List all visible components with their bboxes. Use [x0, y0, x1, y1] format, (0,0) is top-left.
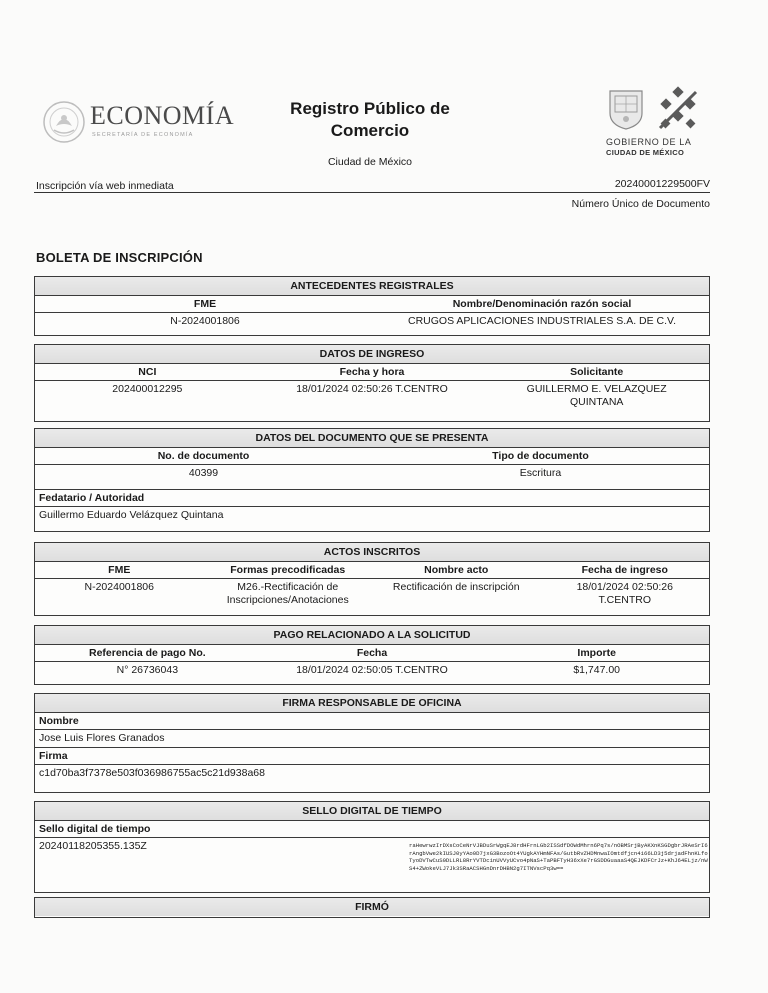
- actos-section: [34, 542, 710, 616]
- city-label: Ciudad de México: [327, 156, 413, 168]
- col-no-documento: No. de documento: [157, 450, 250, 462]
- fecha-ingreso-value: [541, 581, 710, 607]
- sello-digital-string: raHewrwzIrDXsCoCeNrVJBDuSrWgqEJ8rdHFrnLGb2ISSdfDOWdMhrn6Pq7s/nOBMSrjByAKXnKSGDgbrJRAeSrI6rAngbVwe2kIUSJ0yYAo0D7jxG3BozoOt4YUgkAYHmNFAs/GutbRvZHDMnwaIOmtdfjcn4i66LD3j5drjadFhnKLfoTyoDVTwCuS0DLLRL8RrYVTDcinUVVyUCvo4pNaS+TaPBFTyH36xXe7rGSDDGuaaaS4QEJKDFCrJz+KhJ64ELjz/nWS4+ZWokeVLJ7Jk3SRaACSHGnDnrDHBN2g7ITNVscPq3w==: [409, 842, 708, 872]
- value-row: [35, 662, 709, 677]
- nci-value: 202400012295: [112, 383, 183, 395]
- document-number: 20240001229500FV: [614, 178, 710, 190]
- gobierno-label: GOBIERNO DE LA: [606, 137, 692, 147]
- firmo-section: [34, 897, 710, 918]
- nombre-value: Jose Luis Flores Granados: [35, 730, 709, 748]
- sello-section: [34, 801, 710, 893]
- col-fme: FME: [108, 564, 131, 576]
- referencia-value: N° 26736043: [116, 664, 179, 676]
- document-title: [270, 98, 470, 142]
- section-title: ANTECEDENTES REGISTRALES: [35, 277, 709, 296]
- header-row: [35, 645, 709, 662]
- fecha-line-1: 18/01/2024 02:50:26: [576, 581, 673, 593]
- col-fecha: Fecha: [356, 647, 388, 659]
- solicitante-line-1: GUILLERMO E. VELAZQUEZ: [526, 383, 667, 395]
- section-title: DATOS DE INGRESO: [35, 345, 709, 364]
- header-row: [35, 296, 709, 313]
- fme-value: N-2024001806: [84, 581, 154, 593]
- cdmx-shield-icon: [606, 87, 646, 131]
- solicitante-value: [484, 383, 709, 409]
- cdmx-logo-icon: [654, 86, 702, 134]
- document-number-label: Número Único de Documento: [571, 198, 710, 210]
- value-row: [35, 313, 709, 328]
- col-nombre: Nombre/Denominación razón social: [452, 298, 632, 310]
- col-solicitante: Solicitante: [570, 366, 624, 378]
- section-title: DATOS DEL DOCUMENTO QUE SE PRESENTA: [35, 429, 709, 448]
- ingreso-section: [34, 344, 710, 422]
- header-row: [35, 448, 709, 465]
- header-row: [35, 364, 709, 381]
- col-fme: FME: [193, 298, 217, 310]
- section-title: PAGO RELACIONADO A LA SOLICITUD: [35, 626, 709, 645]
- section-title: FIRMÓ: [35, 898, 709, 916]
- title-line-1: Registro Público de: [290, 99, 450, 118]
- firma-value: c1d70ba3f7378e503f036986755ac5c21d938a68: [39, 767, 265, 779]
- col-importe: Importe: [577, 647, 616, 659]
- table-row: [35, 579, 709, 607]
- economia-logo-text: ECONOMÍA: [90, 101, 235, 130]
- col-referencia: Referencia de pago No.: [88, 647, 206, 659]
- inscription-method: Inscripción vía web inmediata: [36, 180, 174, 192]
- firma-label: Firma: [35, 748, 709, 765]
- importe-value: $1,747.00: [573, 664, 621, 676]
- col-formas: Formas precodificadas: [230, 564, 346, 576]
- header-divider: [34, 192, 710, 193]
- solicitante-line-2: QUINTANA: [569, 396, 624, 408]
- formas-value: [204, 581, 373, 607]
- fecha-value: 18/01/2024 02:50:26 T.CENTRO: [296, 383, 448, 395]
- value-row: [35, 381, 709, 409]
- documento-section: [34, 428, 710, 532]
- col-fecha-ingreso: Fecha de ingreso: [581, 564, 668, 576]
- no-documento-value: 40399: [188, 467, 219, 479]
- col-tipo-documento: Tipo de documento: [492, 450, 589, 462]
- header-row: [35, 562, 709, 579]
- nombre-acto-value: Rectificación de inscripción: [392, 581, 520, 593]
- formas-line-1: M26.-Rectificación de: [237, 581, 339, 593]
- title-line-2: Comercio: [330, 121, 410, 140]
- fedatario-label: Fedatario / Autoridad: [35, 490, 709, 507]
- fedatario-value: Guillermo Eduardo Velázquez Quintana: [39, 509, 224, 521]
- section-title: FIRMA RESPONSABLE DE OFICINA: [35, 694, 709, 713]
- firma-responsable-section: [34, 693, 710, 793]
- sello-body: [35, 838, 709, 894]
- fme-value: N-2024001806: [170, 315, 240, 327]
- sello-value: 20240118205355.135Z: [39, 840, 147, 852]
- cdmx-label: CIUDAD DE MÉXICO: [606, 148, 685, 157]
- section-title: ACTOS INSCRITOS: [35, 543, 709, 562]
- fecha-line-2: T.CENTRO: [598, 594, 651, 606]
- col-nci: NCI: [138, 366, 157, 378]
- sello-label: Sello digital de tiempo: [35, 821, 709, 838]
- col-fecha: Fecha y hora: [339, 366, 405, 378]
- section-title: SELLO DIGITAL DE TIEMPO: [35, 802, 709, 821]
- formas-line-2: Inscripciones/Anotaciones: [226, 594, 349, 606]
- boleta-title: BOLETA DE INSCRIPCIÓN: [36, 250, 203, 265]
- value-row: [35, 465, 709, 490]
- mexico-coat-of-arms-icon: [42, 100, 86, 144]
- pago-section: [34, 625, 710, 685]
- fecha-value: 18/01/2024 02:50:05 T.CENTRO: [296, 664, 448, 676]
- nombre-value: CRUGOS APLICACIONES INDUSTRIALES S.A. DE C.V.: [407, 315, 677, 327]
- antecedentes-section: [34, 276, 710, 336]
- tipo-documento-value: Escritura: [519, 467, 562, 479]
- economia-logo-subtitle: SECRETARÍA DE ECONOMÍA: [92, 132, 194, 138]
- col-nombre-acto: Nombre acto: [424, 564, 489, 576]
- nombre-label: Nombre: [35, 713, 709, 730]
